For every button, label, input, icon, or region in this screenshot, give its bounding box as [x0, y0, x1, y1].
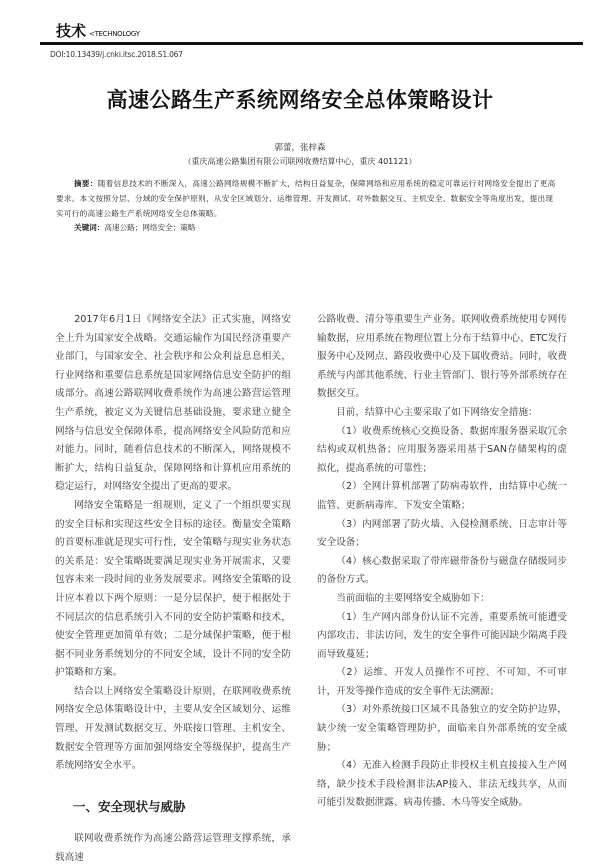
paper-title: 高速公路生产系统网络安全总体策略设计: [106, 88, 494, 112]
list-item: （2）全网计算机部署了防病毒软件，由结算中心统一监管、更新病毒库、下发安全策略；: [317, 481, 567, 511]
affiliation: （重庆高速公路集团有限公司联网收费结算中心，重庆 401121）: [183, 157, 417, 166]
paragraph: 目前，结算中心主要采取了如下网络安全措施：: [336, 406, 538, 418]
keywords-text: 高速公路；网络安全；策略: [104, 223, 196, 232]
paragraph: 联网收费系统作为高速公路营运管理支撑系统，承载高速: [55, 833, 291, 864]
list-item: （3）内网部署了防火墙、入侵检测系统、日志审计等安全设备；: [317, 518, 567, 549]
abstract-text: 随着信息技术的不断深入，高速公路网络规模不断扩大，结构日益复杂，保障网络和应用系统的稳定可靠运行对网络安全提出了更高要求。本文按照分层、分域的安全保护原则，从安全区域划分、运维管理、开发测试、对外数据交互、主机安全、数据安全等角度出发，提出现实可行的高速公路生产系统网络安全总体策略。: [56, 179, 556, 218]
keywords: [74, 222, 196, 233]
list-item: （1）收费系统核心交换设备、数据库服务器采取冗余结构或双机热备；应用服务器采用基于SAN存储架构的虚拟化，提高系统的可靠性；: [317, 425, 567, 474]
abstract-label: 摘要：: [74, 179, 98, 188]
header-rule: [40, 42, 583, 45]
list-item: （3）对外系统接口区域不具备独立的安全防护边界，缺少统一安全策略管理防护，面临来自外部系统的安全威胁；: [317, 704, 567, 753]
section-label-en: <TECHNOLOGY: [89, 30, 140, 38]
section-heading: 一、安全现状与威胁: [73, 798, 186, 814]
authors: 郭蕾，张梓森: [274, 143, 326, 153]
paragraph: 公路收费、清分等重要生产业务。联网收费系统使用专网传输数据，应用系统在物理位置上分布于结算中心、ETC发行服务中心及网点、路段收费中心及下属收费站。同时，收费系统与内部其他系统、行业主管部门、银行等外部系统存在数据交互。: [317, 314, 567, 400]
list-item: （2）运维、开发人员操作不可控、不可知、不可审计，开发等操作造成的安全事件无法溯源；: [317, 667, 567, 697]
list-item: （4）核心数据采取了带库磁带备份与磁盘存储级同步的备份方式。: [317, 555, 567, 586]
doi: DOI:10.13439/j.cnki.itsc.2018.S1.067: [50, 50, 183, 59]
abstract: [56, 176, 556, 221]
paragraph: 网络安全策略是一组规则，定义了一个组织要实现的安全目标和实现这些安全目标的途径。衡量安全策略的首要标准就是现实可行性，安全策略与现实业务状态的关系是：安全策略既要满足现实业务开展需求，又要包容未来一段时间的业务发展要求。网络安全策略的设计应本着以下两个原则：一是分层保护，便于根据处于不同层次的信息系统引入不同的安全防护策略和技术，使安全管理更加简单有效；二是分域保护策略，便于根据不同业务系统划分的不同安全域，设计不同的安全防护策略和方案。: [55, 499, 291, 679]
section-header: [56, 20, 140, 41]
keywords-label: 关键词：: [74, 223, 105, 232]
list-item: （1）生产网内部身份认证不完善，重要系统可能遭受内部攻击、非法访问，发生的安全事件可能因缺少隔离手段而导致蔓延；: [317, 611, 567, 660]
list-item: （4）无准入检测手段防止非授权主机直接接入生产网络，缺少技术手段检测非法AP接入、非法无线共享，从而可能引发数据泄露、病毒传播、木马等安全威胁。: [317, 760, 567, 809]
paragraph: 结合以上网络安全策略设计原则，在联网收费系统网络安全总体策略设计中，主要从安全区域划分、运维管理、开发测试数据交互、外联接口管理、主机安全、数据安全管理等方面加强网络安全等级保护，提高生产系统网络安全水平。: [55, 685, 291, 772]
paragraph: 当前面临的主要网络安全威胁如下：: [336, 592, 490, 604]
section-label: 技术: [56, 22, 87, 40]
right-column: [317, 311, 567, 813]
left-column: [55, 311, 291, 868]
paragraph: 2017年6月1日《网络安全法》正式实施，网络安全上升为国家安全战略。交通运输作为国民经济重要产业部门，与国家安全、社会秩序和公众利益息息相关，行业网络和重要信息系统是国家网络信息安全防护的组成部分。高速公路联网收费系统作为高速公路营运管理生产系统，被定义为关键信息基础设施，要求建立健全网络与信息安全保障体系，提高网络安全风险防范和应对能力。同时，随着信息技术的不断深入，网络规模不断扩大，结构日益复杂，保障网络和计算机应用系统的稳定运行，对网络安全提出了更高的要求。: [55, 314, 291, 493]
